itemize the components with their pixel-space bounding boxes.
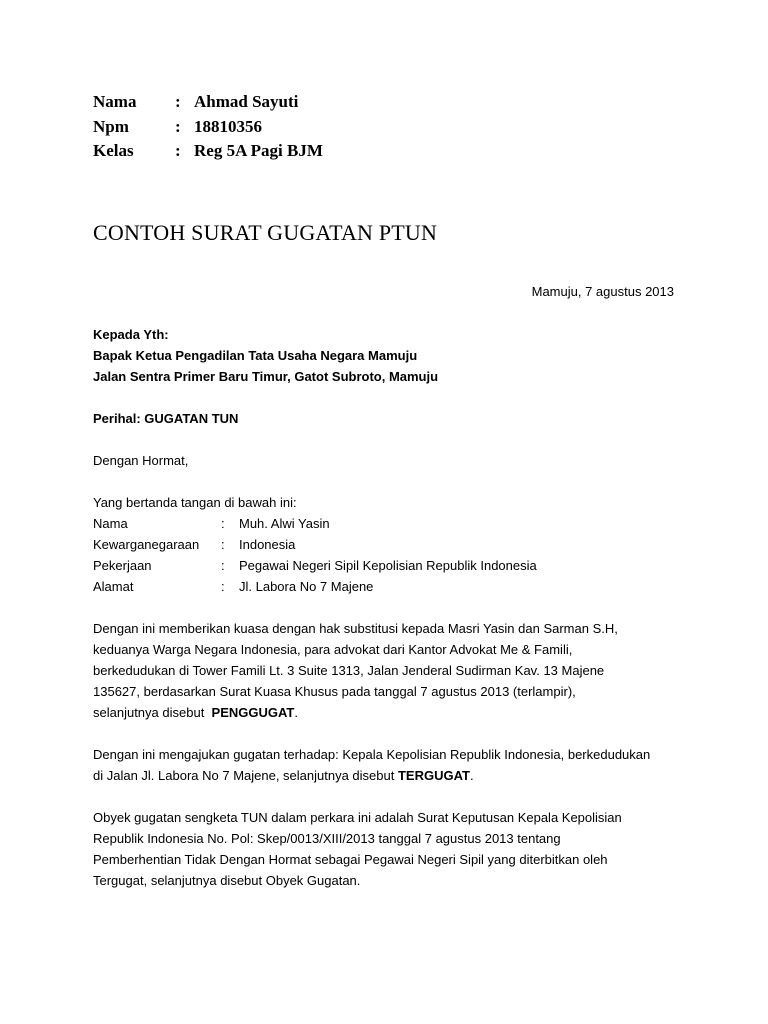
student-identity-block <box>93 90 613 164</box>
paragraph-line: Tergugat, selanjutnya disebut Obyek Gugatan. <box>93 873 361 888</box>
plaintiff-term: PENGGUGAT <box>211 705 295 720</box>
identity-label: Kewarganegaraan <box>93 537 200 552</box>
separator: : <box>221 579 225 594</box>
student-npm-row <box>93 115 613 140</box>
student-class-value: Reg 5A Pagi BJM <box>194 141 323 161</box>
identity-label: Alamat <box>93 579 134 594</box>
paragraph-line <box>93 765 693 786</box>
defendant-paragraph <box>93 744 693 786</box>
student-name-row <box>93 90 613 115</box>
identity-value: Indonesia <box>239 537 296 552</box>
plaintiff-identity-table <box>93 513 693 597</box>
subject-line: Perihal: GUGATAN TUN <box>93 411 239 426</box>
line-text: . <box>469 768 474 783</box>
line-text: di Jalan Jl. Labora No 7 Majene, selanjutnya disebut <box>93 768 398 783</box>
line-text: . <box>294 705 298 720</box>
student-npm-label: Npm <box>93 116 129 136</box>
student-name-label: Nama <box>93 92 137 112</box>
identity-row <box>93 555 693 576</box>
defendant-term: TERGUGAT <box>397 768 470 783</box>
object-of-claim-paragraph <box>93 807 693 891</box>
separator: : <box>221 558 225 573</box>
student-name-value: Ahmad Sayuti <box>194 92 299 112</box>
separator: : <box>175 92 181 112</box>
recipient-address: Jalan Sentra Primer Baru Timur, Gatot Subroto, Mamuju <box>93 369 439 384</box>
document-title: CONTOH SURAT GUGATAN PTUN <box>93 220 438 245</box>
letter-body <box>93 324 693 891</box>
paragraph-line <box>93 702 693 723</box>
identity-value: Pegawai Negeri Sipil Kepolisian Republik Indonesia <box>239 558 537 573</box>
student-class-row <box>93 139 613 164</box>
paragraph-line: Dengan ini memberikan kuasa dengan hak substitusi kepada Masri Yasin dan Sarman S.H, <box>93 621 618 636</box>
paragraph-line: 135627, berdasarkan Surat Kuasa Khusus pada tanggal 7 agustus 2013 (terlampir), <box>93 684 576 699</box>
paragraph-line: berkedudukan di Tower Famili Lt. 3 Suite 1313, Jalan Jenderal Sudirman Kav. 13 Majene <box>93 663 605 678</box>
separator: : <box>175 116 181 136</box>
identity-label: Nama <box>93 516 128 531</box>
separator: : <box>221 516 225 531</box>
letter-date: Mamuju, 7 agustus 2013 <box>531 284 674 299</box>
separator: : <box>221 537 225 552</box>
identity-value: Jl. Labora No 7 Majene <box>239 579 374 594</box>
intro-line: Yang bertanda tangan di bawah ini: <box>93 495 297 510</box>
identity-row <box>93 534 693 555</box>
line-text: selanjutnya disebut <box>93 705 212 720</box>
recipient-salutation: Kepada Yth: <box>93 327 169 342</box>
power-of-attorney-paragraph <box>93 618 693 723</box>
identity-label: Pekerjaan <box>93 558 152 573</box>
greeting: Dengan Hormat, <box>93 453 189 468</box>
separator: : <box>175 141 181 161</box>
paragraph-line: Dengan ini mengajukan gugatan terhadap: Kepala Kepolisian Republik Indonesia, berkedudukan <box>93 747 651 762</box>
student-class-label: Kelas <box>93 141 134 161</box>
student-npm-value: 18810356 <box>194 116 262 136</box>
paragraph-line: Obyek gugatan sengketa TUN dalam perkara ini adalah Surat Keputusan Kepala Kepolisian <box>93 810 622 825</box>
paragraph-line: Pemberhentian Tidak Dengan Hormat sebagai Pegawai Negeri Sipil yang diterbitkan oleh <box>93 852 608 867</box>
paragraph-line: Republik Indonesia No. Pol: Skep/0013/XIII/2013 tanggal 7 agustus 2013 tentang <box>93 831 561 846</box>
identity-row <box>93 513 693 534</box>
identity-value: Muh. Alwi Yasin <box>239 516 330 531</box>
paragraph-line: keduanya Warga Negara Indonesia, para advokat dari Kantor Advokat Me & Famili, <box>93 642 573 657</box>
recipient-line-1: Bapak Ketua Pengadilan Tata Usaha Negara Mamuju <box>93 348 418 363</box>
identity-row <box>93 576 693 597</box>
